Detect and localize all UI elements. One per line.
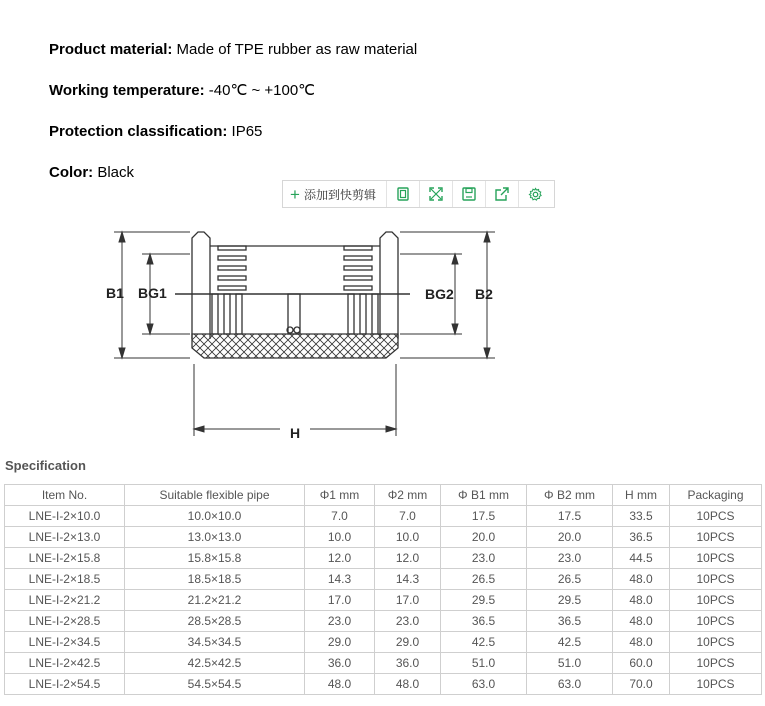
table-cell: 10PCS — [670, 590, 762, 611]
column-header: Suitable flexible pipe — [125, 485, 305, 506]
column-header: Φ B1 mm — [441, 485, 527, 506]
table-cell: 48.0 — [613, 590, 670, 611]
image-toolbar — [282, 180, 555, 208]
table-row — [5, 611, 762, 632]
gland-dimension-diagram — [100, 224, 520, 449]
property-value: Made of TPE rubber as raw material — [172, 41, 418, 58]
table-row — [5, 506, 762, 527]
table-cell: 26.5 — [441, 569, 527, 590]
table-cell: 10PCS — [670, 674, 762, 695]
table-cell: 36.0 — [305, 653, 375, 674]
spec-title: Specification — [5, 458, 86, 473]
table-cell: 10PCS — [670, 527, 762, 548]
table-cell: 18.5×18.5 — [125, 569, 305, 590]
property-label: Working temperature: — [49, 82, 205, 99]
label-bg2: BG2 — [425, 286, 454, 302]
table-cell: 42.5 — [441, 632, 527, 653]
label-bg1: BG1 — [138, 285, 167, 301]
table-cell: 17.0 — [375, 590, 441, 611]
table-cell: 14.3 — [375, 569, 441, 590]
table-row — [5, 590, 762, 611]
property-value: IP65 — [227, 123, 263, 140]
table-cell: 36.5 — [441, 611, 527, 632]
table-cell: 17.5 — [441, 506, 527, 527]
table-cell: LNE-I-2×13.0 — [5, 527, 125, 548]
table-row — [5, 527, 762, 548]
label-h: H — [290, 425, 301, 441]
add-to-clipboard-label: 添加到快剪辑 — [303, 187, 376, 202]
share-icon — [495, 187, 509, 201]
table-cell: 33.5 — [613, 506, 670, 527]
table-cell: 48.0 — [305, 674, 375, 695]
table-cell: 36.0 — [375, 653, 441, 674]
copy-icon — [396, 187, 410, 201]
property-label: Color: — [49, 164, 94, 181]
table-row — [5, 653, 762, 674]
property-protection — [49, 123, 262, 141]
table-cell: 17.0 — [305, 590, 375, 611]
table-row — [5, 674, 762, 695]
table-cell: LNE-I-2×34.5 — [5, 632, 125, 653]
table-cell: 10.0 — [305, 527, 375, 548]
settings-button[interactable] — [519, 181, 552, 207]
property-material — [49, 41, 417, 59]
table-cell: 10.0×10.0 — [125, 506, 305, 527]
table-cell: 51.0 — [441, 653, 527, 674]
table-cell: 29.0 — [305, 632, 375, 653]
table-cell: 10PCS — [670, 632, 762, 653]
table-cell: 60.0 — [613, 653, 670, 674]
table-cell: 21.2×21.2 — [125, 590, 305, 611]
table-header-row — [5, 485, 762, 506]
table-cell: 23.0 — [375, 611, 441, 632]
spec-table — [4, 484, 762, 695]
table-cell: 7.0 — [305, 506, 375, 527]
table-cell: 23.0 — [441, 548, 527, 569]
add-to-clipboard-button[interactable] — [283, 181, 387, 207]
table-cell: LNE-I-2×15.8 — [5, 548, 125, 569]
column-header: Packaging — [670, 485, 762, 506]
table-cell: 12.0 — [375, 548, 441, 569]
save-icon — [462, 187, 476, 201]
table-cell: 48.0 — [613, 611, 670, 632]
table-cell: 23.0 — [527, 548, 613, 569]
table-cell: 10.0 — [375, 527, 441, 548]
table-cell: 70.0 — [613, 674, 670, 695]
table-cell: 42.5×42.5 — [125, 653, 305, 674]
table-cell: 29.5 — [441, 590, 527, 611]
column-header: Φ1 mm — [305, 485, 375, 506]
table-cell: LNE-I-2×54.5 — [5, 674, 125, 695]
settings-icon — [528, 187, 543, 202]
table-row — [5, 569, 762, 590]
table-cell: LNE-I-2×28.5 — [5, 611, 125, 632]
table-cell: LNE-I-2×42.5 — [5, 653, 125, 674]
table-cell: 23.0 — [305, 611, 375, 632]
table-cell: 10PCS — [670, 611, 762, 632]
table-cell: 17.5 — [527, 506, 613, 527]
property-label: Protection classification: — [49, 123, 228, 140]
label-b1: B1 — [106, 285, 124, 301]
table-cell: 51.0 — [527, 653, 613, 674]
table-cell: 36.5 — [613, 527, 670, 548]
column-header: Φ B2 mm — [527, 485, 613, 506]
table-cell: 10PCS — [670, 569, 762, 590]
table-cell: 63.0 — [441, 674, 527, 695]
save-button[interactable] — [453, 181, 486, 207]
table-cell: 28.5×28.5 — [125, 611, 305, 632]
table-row — [5, 548, 762, 569]
table-cell: 29.0 — [375, 632, 441, 653]
table-cell: 48.0 — [613, 632, 670, 653]
property-value: -40℃ ~ +100℃ — [204, 82, 316, 99]
column-header: Item No. — [5, 485, 125, 506]
table-cell: 10PCS — [670, 653, 762, 674]
table-cell: 10PCS — [670, 506, 762, 527]
label-b2: B2 — [475, 286, 493, 302]
table-cell: 13.0×13.0 — [125, 527, 305, 548]
expand-icon — [429, 187, 443, 201]
table-cell: LNE-I-2×18.5 — [5, 569, 125, 590]
table-cell: 29.5 — [527, 590, 613, 611]
property-color — [49, 164, 134, 182]
table-cell: LNE-I-2×21.2 — [5, 590, 125, 611]
table-cell: 42.5 — [527, 632, 613, 653]
property-temperature — [49, 82, 315, 100]
table-cell: 63.0 — [527, 674, 613, 695]
table-row — [5, 632, 762, 653]
column-header: H mm — [613, 485, 670, 506]
table-cell: LNE-I-2×10.0 — [5, 506, 125, 527]
share-button[interactable] — [486, 181, 519, 207]
table-cell: 48.0 — [613, 569, 670, 590]
table-cell: 36.5 — [527, 611, 613, 632]
table-cell: 12.0 — [305, 548, 375, 569]
property-value: Black — [93, 164, 135, 181]
table-cell: 44.5 — [613, 548, 670, 569]
table-cell: 34.5×34.5 — [125, 632, 305, 653]
table-cell: 48.0 — [375, 674, 441, 695]
spec-table-body — [5, 506, 762, 695]
property-label: Product material: — [49, 41, 173, 58]
table-cell: 7.0 — [375, 506, 441, 527]
table-cell: 26.5 — [527, 569, 613, 590]
copy-button[interactable] — [387, 181, 420, 207]
column-header: Φ2 mm — [375, 485, 441, 506]
table-cell: 10PCS — [670, 548, 762, 569]
table-cell: 20.0 — [527, 527, 613, 548]
table-cell: 15.8×15.8 — [125, 548, 305, 569]
table-cell: 14.3 — [305, 569, 375, 590]
table-cell: 54.5×54.5 — [125, 674, 305, 695]
plus-icon: + — [290, 184, 300, 204]
table-cell: 20.0 — [441, 527, 527, 548]
expand-button[interactable] — [420, 181, 453, 207]
